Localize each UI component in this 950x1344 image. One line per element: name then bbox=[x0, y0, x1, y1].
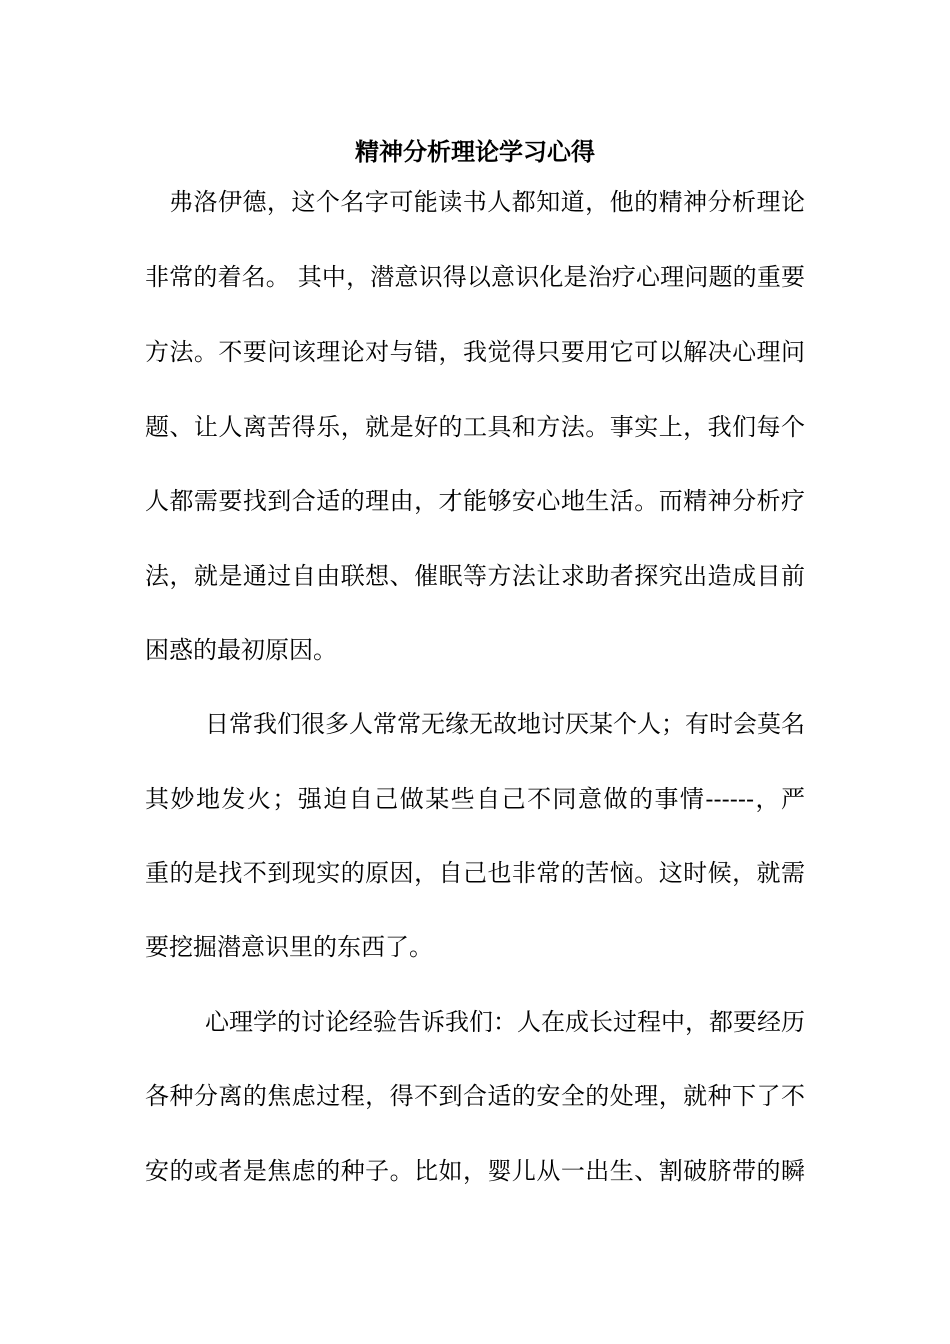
paragraph-line: 要挖掘潜意识里的东西了。 bbox=[145, 933, 433, 961]
paragraph-line: 弗洛伊德，这个名字可能读书人都知道，他的精神分析理论 bbox=[169, 188, 805, 216]
paragraph-line: 心理学的讨论经验告诉我们：人在成长过程中，都要经历 bbox=[205, 1008, 805, 1036]
paragraph-line: 日常我们很多人常常无缘无故地讨厌某个人；有时会莫名 bbox=[205, 710, 805, 738]
paragraph-line: 题、让人离苦得乐，就是好的工具和方法。事实上，我们每个 bbox=[145, 413, 805, 441]
paragraph-line: 困惑的最初原因。 bbox=[145, 636, 337, 664]
paragraph-line: 重的是找不到现实的原因，自己也非常的苦恼。这时候，就需 bbox=[145, 859, 805, 887]
paragraph-line: 法，就是通过自由联想、催眠等方法让求助者探究出造成目前 bbox=[145, 562, 805, 590]
paragraph-line: 人都需要找到合适的理由，才能够安心地生活。而精神分析疗 bbox=[145, 487, 805, 515]
paragraph-line: 其妙地发火；强迫自己做某些自己不同意做的事情------，严 bbox=[145, 785, 805, 813]
paragraph-line: 各种分离的焦虑过程，得不到合适的安全的处理，就种下了不 bbox=[145, 1082, 805, 1110]
document-title: 精神分析理论学习心得 bbox=[355, 137, 595, 166]
paragraph-line: 安的或者是焦虑的种子。比如，婴儿从一出生、割破脐带的瞬 bbox=[145, 1157, 805, 1185]
paragraph-line: 方法。不要问该理论对与错，我觉得只要用它可以解决心理问 bbox=[145, 338, 805, 366]
paragraph-line: 非常的着名。 其中，潜意识得以意识化是治疗心理问题的重要 bbox=[145, 263, 805, 291]
